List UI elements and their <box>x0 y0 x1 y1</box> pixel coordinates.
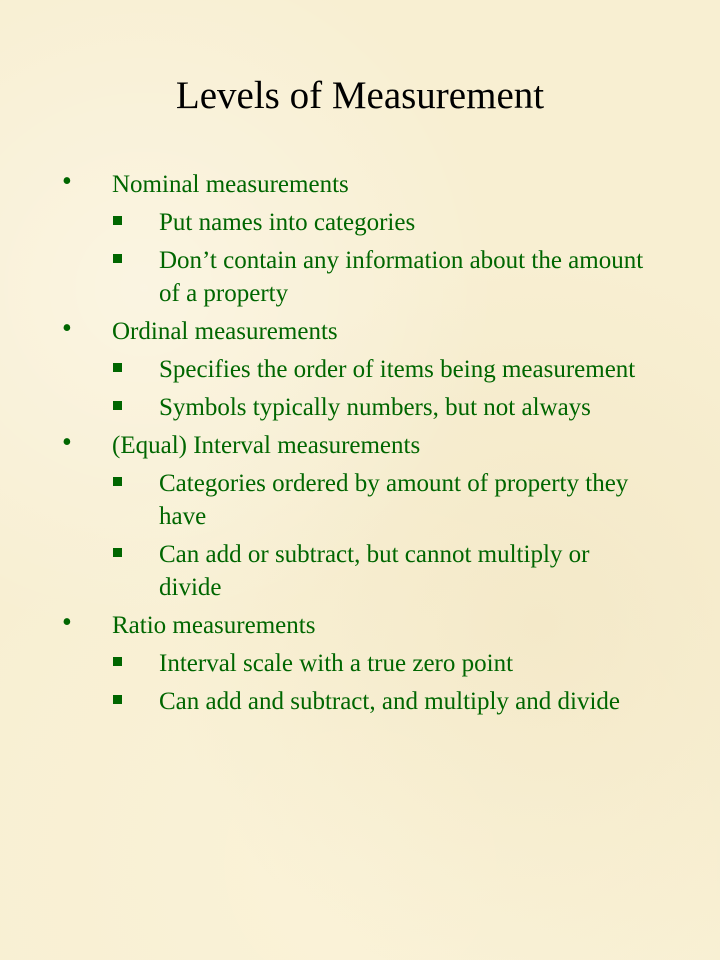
sub-bullet-text: Put names into categories <box>159 209 416 236</box>
bullet-list <box>0 168 720 723</box>
sub-bullet-text: Can add or subtract, but cannot multiply or divide <box>159 541 590 601</box>
square-bullet-icon <box>113 401 122 410</box>
sub-bullet-item <box>0 538 720 604</box>
square-bullet-icon <box>113 254 122 263</box>
sub-bullet-item <box>0 353 720 386</box>
bullet-item-nominal <box>0 168 720 201</box>
sub-bullet-text: Don’t contain any information about the amount of a property <box>159 247 644 307</box>
round-bullet-icon: • <box>62 166 72 197</box>
sub-bullet-text: Categories ordered by amount of property they have <box>159 470 629 530</box>
bullet-item-interval <box>0 429 720 462</box>
round-bullet-icon: • <box>62 313 72 344</box>
sub-bullet-item <box>0 647 720 680</box>
square-bullet-icon <box>113 657 122 666</box>
sub-bullet-item <box>0 244 720 310</box>
square-bullet-icon <box>113 695 122 704</box>
square-bullet-icon <box>113 477 122 486</box>
sub-bullet-text: Interval scale with a true zero point <box>159 650 514 677</box>
bullet-text: Ratio measurements <box>112 612 316 639</box>
sub-bullet-text: Symbols typically numbers, but not always <box>159 394 591 421</box>
sub-bullet-item <box>0 391 720 424</box>
bullet-item-ordinal <box>0 315 720 348</box>
square-bullet-icon <box>113 548 122 557</box>
square-bullet-icon <box>113 363 122 372</box>
square-bullet-icon <box>113 216 122 225</box>
round-bullet-icon: • <box>62 427 72 458</box>
round-bullet-icon: • <box>62 607 72 638</box>
bullet-text: Ordinal measurements <box>112 318 338 345</box>
bullet-item-ratio <box>0 609 720 642</box>
slide-title: Levels of Measurement <box>175 74 545 117</box>
sub-bullet-item <box>0 206 720 239</box>
sub-bullet-item <box>0 467 720 533</box>
sub-bullet-text: Can add and subtract, and multiply and divide <box>159 688 621 715</box>
bullet-text: Nominal measurements <box>112 171 349 198</box>
bullet-text: (Equal) Interval measurements <box>112 432 421 459</box>
sub-bullet-text: Specifies the order of items being measurement <box>159 356 636 383</box>
sub-bullet-item <box>0 685 720 718</box>
